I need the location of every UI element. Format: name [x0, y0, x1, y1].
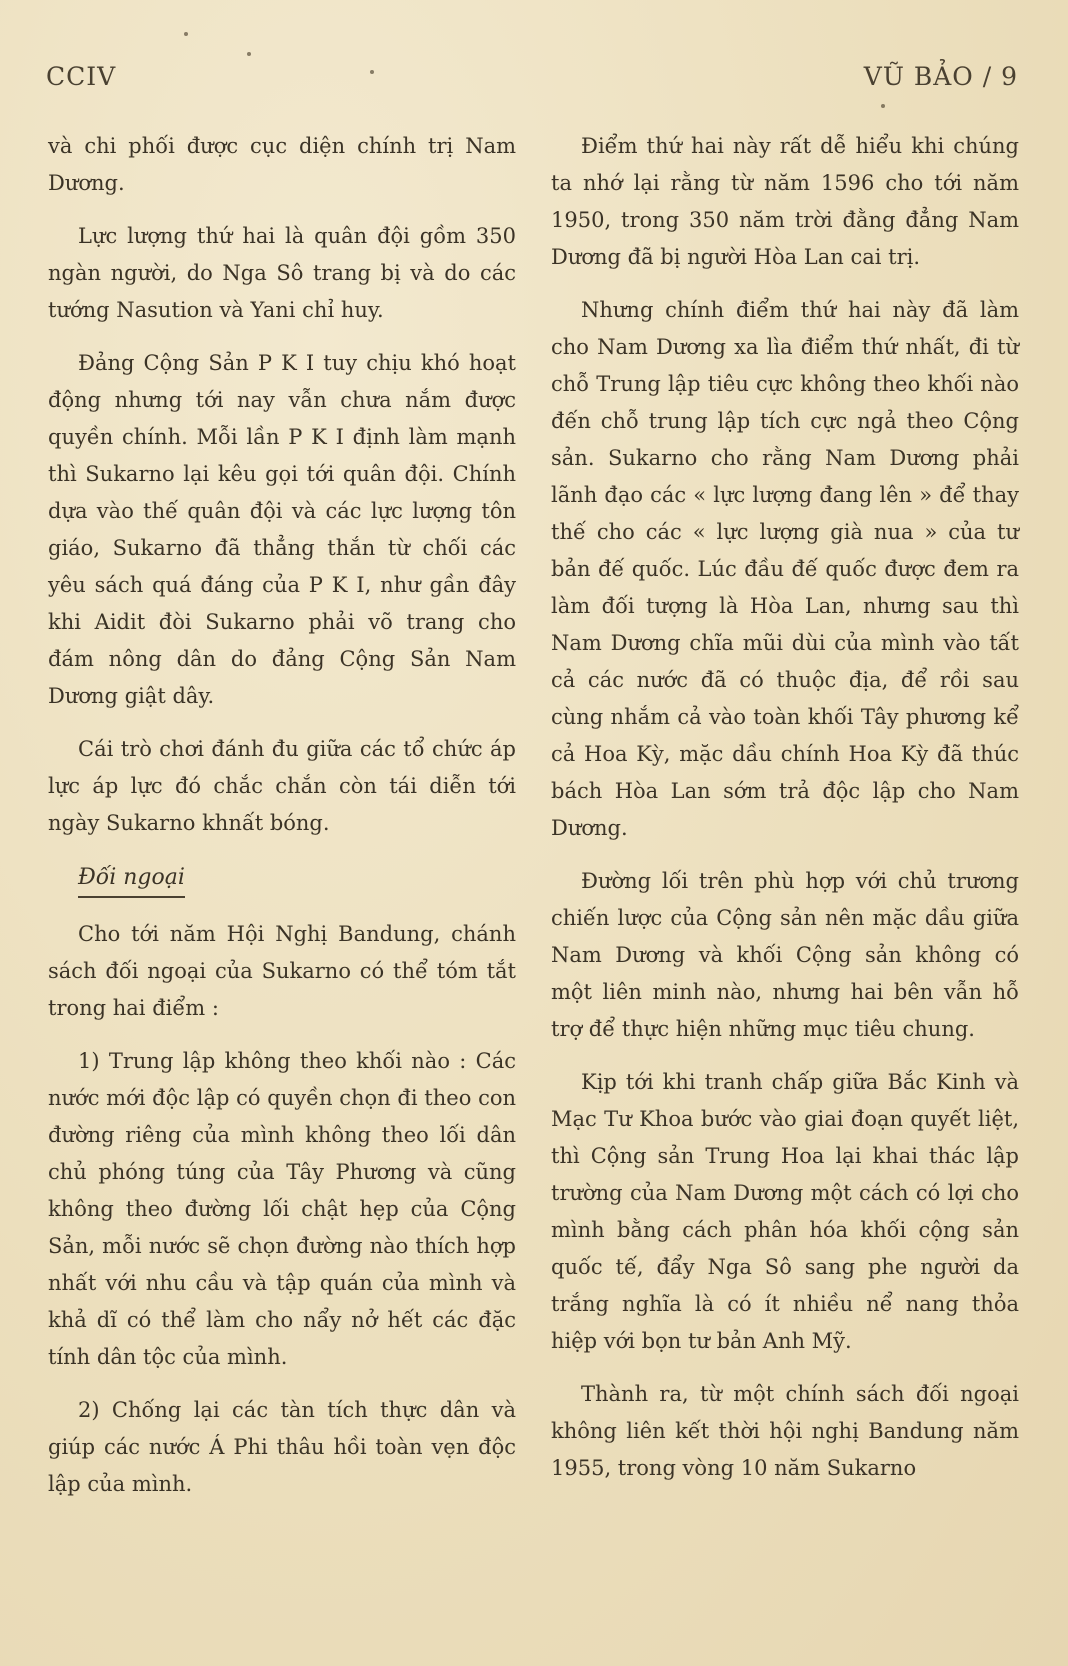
ink-speck: [184, 32, 188, 36]
ink-speck: [247, 52, 251, 56]
ink-speck: [370, 70, 374, 74]
list-item: 1) Trung lập không theo khối nào : Các nước mới độc lập có quyền chọn đi theo con đường riêng của mình không theo lối dân chủ phóng túng của Tây Phương và cũng không theo đường lối chật hẹp của Cộng Sản, mỗi nước sẽ chọn đường nào thích hợp nhất với nhu cầu và tập quán của mình và khả dĩ có thể làm cho nẩy nở hết các đặc tính dân tộc của mình.: [48, 1049, 516, 1369]
paragraph: Đảng Cộng Sản P K I tuy chịu khó hoạt động nhưng tới nay vẫn chưa nắm được quyền chính. Mỗi lần P K I định làm mạnh thì Sukarno lại kêu gọi tới quân đội. Chính dựa vào thế quân đội và các lực lượng tôn giáo, Sukarno đã thẳng thắn từ chối các yêu sách quá đáng của P K I, như gần đây khi Aidit đòi Sukarno phải võ trang cho đám nông dân do đảng Cộng Sản Nam Dương giật dây.: [48, 351, 516, 708]
ink-speck: [881, 104, 885, 108]
paragraph: Cho tới năm Hội Nghị Bandung, chánh sách đối ngoại của Sukarno có thể tóm tắt trong hai điểm :: [48, 922, 516, 1020]
header-author-page: VŨ BẢO / 9: [863, 62, 1018, 91]
paragraph: Điểm thứ hai này rất dễ hiểu khi chúng ta nhớ lại rằng từ năm 1596 cho tới năm 1950, trong 350 năm trời đằng đẳng Nam Dương đã bị người Hòa Lan cai trị.: [551, 134, 1019, 269]
right-column: [551, 128, 1019, 1503]
list-item: 2) Chống lại các tàn tích thực dân và giúp các nước Á Phi thâu hồi toàn vẹn độc lập của mình.: [48, 1398, 516, 1496]
page-header: [0, 62, 1068, 102]
section-heading: Đối ngoại: [78, 860, 185, 898]
paragraph: Lực lượng thứ hai là quân đội gồm 350 ngàn người, do Nga Sô trang bị và do các tướng Nasution và Yani chỉ huy.: [48, 224, 516, 322]
paragraph: Kịp tới khi tranh chấp giữa Bắc Kinh và Mạc Tư Khoa bước vào giai đoạn quyết liệt, thì Cộng sản Trung Hoa lại khai thác lập trường của Nam Dương một cách có lợi cho mình bằng cách phân hóa khối cộng sản quốc tế, đẩy Nga Sô sang phe người da trắng nghĩa là có ít nhiều nể nang thỏa hiệp với bọn tư bản Anh Mỹ.: [551, 1070, 1019, 1353]
paragraph: Nhưng chính điểm thứ hai này đã làm cho Nam Dương xa lìa điểm thứ nhất, đi từ chỗ Trung lập tiêu cực không theo khối nào đến chỗ trung lập tích cực ngả theo Cộng sản. Sukarno cho rằng Nam Dương phải lãnh đạo các « lực lượng đang lên » để thay thế cho các « lực lượng già nua » của tư bản đế quốc. Lúc đầu đế quốc được đem ra làm đối tượng là Hòa Lan, nhưng sau thì Nam Dương chĩa mũi dùi của mình vào tất cả các nước đã có thuộc địa, để rồi sau cùng nhắm cả vào toàn khối Tây phương kể cả Hoa Kỳ, mặc dầu chính Hoa Kỳ đã thúc bách Hòa Lan sớm trả độc lập cho Nam Dương.: [551, 298, 1019, 840]
paragraph: Cái trò chơi đánh đu giữa các tổ chức áp lực áp lực đó chắc chắn còn tái diễn tới ngày Sukarno khnất bóng.: [48, 737, 516, 835]
header-code: CCIV: [46, 62, 117, 91]
paragraph: Đường lối trên phù hợp với chủ trương chiến lược của Cộng sản nên mặc dầu giữa Nam Dương và khối Cộng sản không có một liên minh nào, nhưng hai bên vẫn hỗ trợ để thực hiện những mục tiêu chung.: [551, 869, 1019, 1041]
paragraph: và chi phối được cục diện chính trị Nam Dương.: [48, 134, 516, 195]
left-column: [48, 128, 516, 1519]
paragraph: Thành ra, từ một chính sách đối ngoại không liên kết thời hội nghị Bandung năm 1955, trong vòng 10 năm Sukarno: [551, 1382, 1019, 1480]
